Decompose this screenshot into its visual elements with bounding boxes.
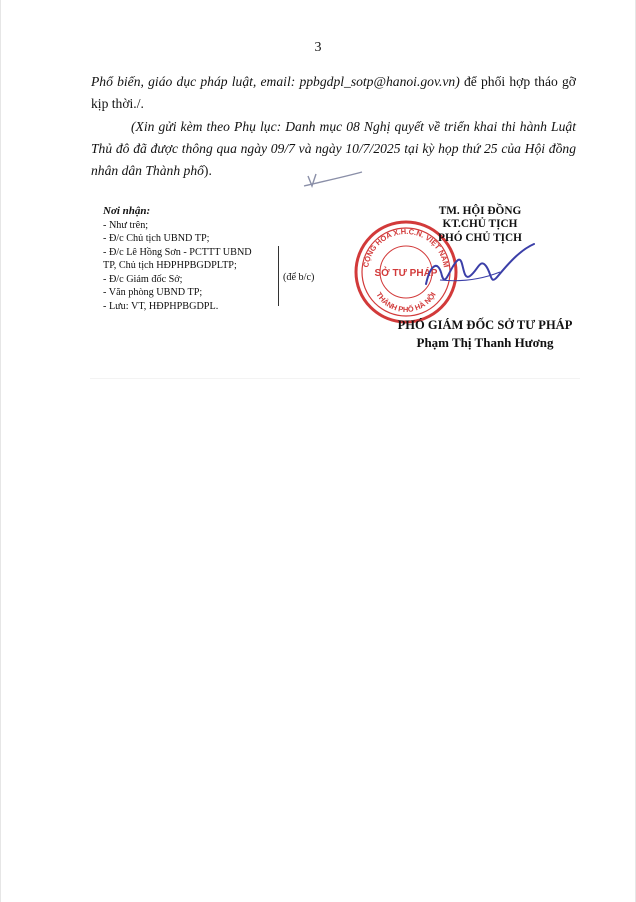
divider	[90, 378, 580, 379]
closing-paragraph	[91, 71, 576, 115]
authority-line-2: KT.CHỦ TỊCH	[442, 218, 518, 231]
handwritten-signature-icon	[420, 236, 540, 296]
page-number: 3	[314, 40, 322, 55]
attachment-note-end: ).	[203, 163, 212, 178]
page-left-edge	[0, 0, 1, 902]
svg-text:THÀNH PHỐ HÀ NỘI: THÀNH PHỐ HÀ NỘI	[374, 290, 438, 315]
recipient-line: - Lưu: VT, HĐPHPBGDPL.	[103, 300, 219, 312]
svg-text:SỞ TƯ PHÁP: SỞ TƯ PHÁP	[374, 268, 438, 279]
closing-paragraph-text: để phối hợp tháo gỡ kịp thời./.	[91, 74, 576, 111]
signer-title: PHÓ GIÁM ĐỐC SỞ TƯ PHÁP	[397, 318, 573, 332]
recipient-line: - Đ/c Giám đốc Sở;	[103, 273, 183, 285]
recipient-line: - Văn phòng UBND TP;	[103, 287, 203, 298]
authority-line-1: TM. HỘI ĐỒNG	[438, 205, 522, 217]
closing-paragraph-italic: Phổ biến, giáo dục pháp luật, email: ppbgdpl_sotp@hanoi.gov.vn)	[91, 74, 460, 89]
recipient-line: TP, Chủ tịch HĐPHPBGDPLTP;	[103, 260, 237, 271]
svg-text:CỘNG HÒA X.H.C.N. VIỆT NAM: CỘNG HÒA X.H.C.N. VIỆT NAM	[361, 226, 451, 269]
recipients-title: Nơi nhận:	[103, 205, 151, 217]
recipient-line: - Như trên;	[103, 219, 149, 231]
signer-name: Phạm Thị Thanh Hương	[416, 335, 554, 350]
recipient-line: - Đ/c Chủ tịch UBND TP;	[103, 233, 210, 244]
recipients-list	[103, 205, 315, 313]
recipients-brace	[278, 246, 279, 306]
attachment-note-italic: (Xin gửi kèm theo Phụ lục: Danh mục 08 Nghị quyết về triển khai thi hành Luật Thủ đô đã được thông qua ngày 09/7 và ngày 10/7/2025 tại kỳ họp thứ 25 của Hội đồng nhân dân Thành phố	[91, 119, 576, 178]
recipients-brace-note: (để b/c)	[283, 271, 315, 283]
initial-mark-icon	[300, 166, 370, 192]
recipient-line: - Đ/c Lê Hồng Sơn - PCTTT UBND	[103, 246, 252, 258]
recipients-lines	[103, 219, 315, 314]
authority-line-3: PHÓ CHỦ TỊCH	[438, 231, 522, 244]
